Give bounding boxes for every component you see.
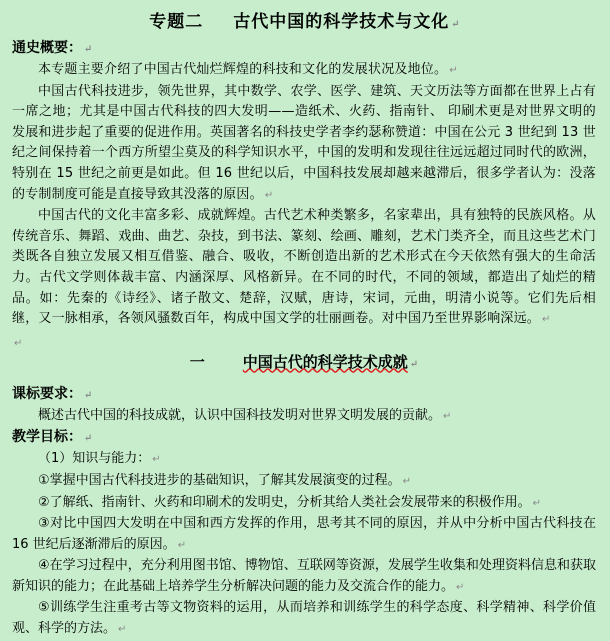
overview-paragraph-2: 中国古代科技进步，领先世界，其中数学、农学、医学、建筑、天文历法等方面都在世界上占有一席之地；尤其是中国古代科技的四大发明——造纸术、火药、指南针、 印刷术更是对世界文明的发展和进步起了重要的促进作用。英国著名的科技史学者李约瑟称赞道：中国在公元 3 世纪到 13 世纪之间保持着一个西方所望尘莫及的科学知识水平，中国的发明和发现往往远远超过同时代的欧洲，特别在 15 世纪之前更是如此。但 16 世纪以后，中国科技发展却越来越滞后，很多学者认为：没落的专制制度可能是直接导致其没落的原因。 ↵ <box>12 83 596 202</box>
section-heading: 一 中国古代的科学技术成就 ↵ <box>189 352 419 371</box>
overview-label: 通史概要： ↵ <box>12 40 93 56</box>
goal-item: ③对比中国四大发明在中国和西方发挥的作用，思考其不同的原因，并从中分析中国古代科技在 16 世纪后逐渐滞后的原因。 ↵ <box>12 516 596 552</box>
title-topic-number: 专题二 <box>149 12 204 32</box>
standards-label: 课标要求： ↵ <box>12 385 93 402</box>
goal-item: ④在学习过程中，充分利用图书馆、博物馆、互联网等资源，发展学生收集和处理资料信息和获取新知识的能力；在此基础上培养学生分析解决问题的能力及交流合作的能力。 ↵ <box>12 558 596 594</box>
standards-text: 概述古代中国的科技成就，认识中国科技发明对世界文明发展的贡献。 ↵ <box>38 407 452 423</box>
document-title: 专题二 古代中国的科学技术与文化 ↵ <box>149 12 461 32</box>
section-number: 一 <box>189 352 205 371</box>
section-title: 中国古代的科学技术成就 <box>242 352 408 371</box>
goal-item: （1）知识与能力： ↵ <box>38 451 161 467</box>
overview-paragraph-1: 本专题主要介绍了中国古代灿烂辉煌的科技和文化的发展状况及地位。 ↵ <box>38 62 458 77</box>
goal-item: ②了解纸、指南针、火药和印刷术的发明史，分析其给人类社会发展带来的积极作用。 ↵ <box>38 494 542 510</box>
goals-label: 教学目标： ↵ <box>12 429 93 446</box>
empty-line: ↵ <box>14 337 23 349</box>
title-topic-name: 古代中国的科学技术与文化 <box>233 12 450 32</box>
goal-item: ⑤训练学生注重考古等文物资料的运用，从而培养和训练学生的科学态度、科学精神、科学价值观、科学的方法。 ↵ <box>12 600 596 637</box>
document-body <box>12 38 596 641</box>
overview-paragraph-3: 中国古代的文化丰富多彩、成就辉煌。古代艺术种类繁多，名家辈出，具有独特的民族风格。从传统音乐、舞蹈、戏曲、曲艺、杂技，到书法、篆刻、绘画、雕刻，艺术门类齐全，而且这些艺术门类既各自独立发展又相互借鉴、融合、吸收，不断创造出新的艺术形式在今天依然有强大的生命活力。古代文学则体裁丰富、内涵深厚、风格新异。在不同的时代，不同的领域，都造出了灿烂的精品。如：先秦的《诗经》、诸子散文、楚辞，汉赋，唐诗，宋词，元曲，明清小说等。它们先后相继，又一脉相承，各领风骚数百年，构成中国文学的壮丽画卷。对中国乃至世界影响深远。 ↵ <box>12 208 596 327</box>
goal-item: ①掌握中国古代科技进步的基础知识，了解其发展演变的过程。 ↵ <box>38 472 412 488</box>
